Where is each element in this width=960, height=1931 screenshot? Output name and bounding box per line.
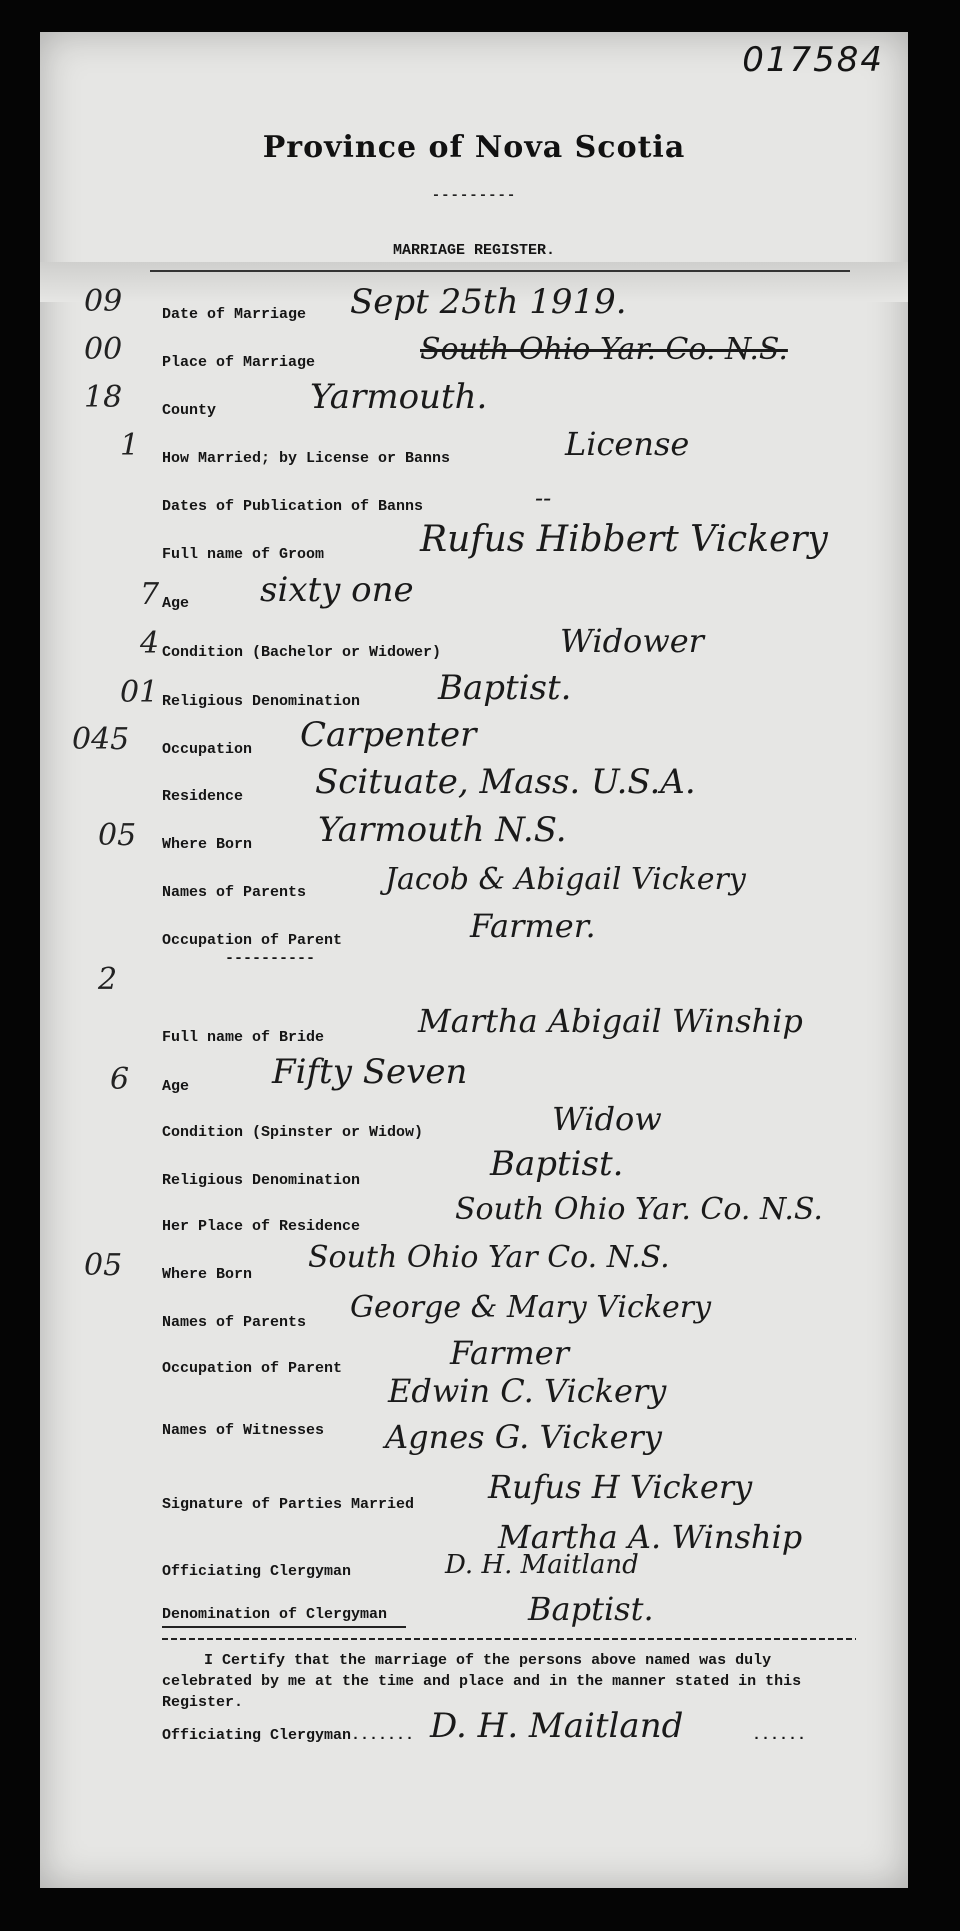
field-value: George & Mary Vickery [350,1290,712,1325]
row-code: 05 [98,818,137,853]
field-value: Yarmouth. [310,377,488,417]
field-value: Carpenter [300,715,477,755]
field-value: Yarmouth N.S. [318,810,567,850]
field-label: Occupation of Parent [162,932,343,949]
field-value: Jacob & Abigail Vickery [385,862,746,897]
field-label: Condition (Bachelor or Widower) [162,644,442,661]
field-label: How Married; by License or Banns [162,450,451,467]
field-value: South Ohio Yar. Co. N.S. [455,1192,823,1227]
field-value: Widow [552,1100,662,1138]
field-value: License [565,425,690,463]
officiating-clergyman-label: Officiating Clergyman [162,1563,352,1580]
province-heading: Province of Nova Scotia [262,130,686,165]
field-label: Occupation [162,741,253,758]
row-code: 1 [120,428,140,463]
row-code: 2 [98,962,118,997]
certification-clergyman-label: Officiating Clergyman....... [162,1727,415,1744]
row-code: 01 [120,675,159,710]
field-label: Her Place of Residence [162,1218,361,1235]
row-code: 7 [140,577,160,612]
groom-signature: Rufus H Vickery [488,1468,753,1506]
clergy-denomination-value: Baptist. [528,1590,654,1628]
row-code: 4 [140,626,160,661]
field-value: South Ohio Yar Co. N.S. [308,1240,670,1275]
field-label: Names of Parents [162,884,307,901]
bride-signature: Martha A. Winship [498,1518,803,1556]
certification-signature: D. H. Maitland [430,1706,684,1746]
signatures-label: Signature of Parties Married [162,1496,415,1513]
field-label: Full name of Groom [162,546,325,563]
field-value: Widower [560,622,704,660]
field-value: -- [535,484,552,512]
field-label: Full name of Bride [162,1029,325,1046]
register-form [40,32,908,1888]
witness-2: Agnes G. Vickery [385,1418,662,1456]
heading-separator: --------- [431,188,517,204]
field-value: Farmer. [470,907,596,945]
field-label: Place of Marriage [162,354,316,371]
row-code: 00 [84,332,123,367]
field-value: Baptist. [438,668,572,708]
document-number: 017584 [742,40,884,80]
field-value: sixty one [260,570,414,610]
field-label: Date of Marriage [162,306,307,323]
field-value: Fifty Seven [272,1052,468,1092]
certification-text: I Certify that the marriage of the persons above named was duly celebrated by me at the time and place and in the manner stated in this Register. [162,1652,802,1711]
field-value: Sept 25th 1919. [350,282,627,322]
field-label: Age [162,595,190,612]
field-label: Residence [162,788,244,805]
field-label: Condition (Spinster or Widow) [162,1124,424,1141]
section-divider [162,1638,856,1640]
field-label: Age [162,1078,190,1095]
register-title: MARRIAGE REGISTER. [392,242,556,259]
field-value: Farmer [450,1334,569,1372]
field-label: County [162,402,217,419]
field-label: Where Born [162,1266,253,1283]
field-label: Occupation of Parent [162,1360,343,1377]
field-label: Where Born [162,836,253,853]
witness-1: Edwin C. Vickery [388,1372,667,1410]
certification-trailing-dots: ...... [752,1727,807,1744]
row-code: 045 [72,722,130,757]
field-value: South Ohio Yar. Co. N.S. [420,332,788,367]
field-value: Martha Abigail Winship [418,1002,803,1040]
row-code: 6 [110,1062,130,1097]
field-label: Religious Denomination [162,1172,361,1189]
row-code: 18 [84,380,123,415]
denomination-underline [162,1626,406,1628]
row-code: 09 [84,284,123,319]
row-code: 05 [84,1248,123,1283]
field-label: Names of Parents [162,1314,307,1331]
field-value: Baptist. [490,1144,624,1184]
field-value: Scituate, Mass. U.S.A. [315,762,696,802]
field-label: Dates of Publication of Banns [162,498,424,515]
field-value: Rufus Hibbert Vickery [420,519,828,560]
field-label: Religious Denomination [162,693,361,710]
officiating-clergyman-value: D. H. Maitland [445,1550,639,1580]
clergy-denomination-label: Denomination of Clergyman [162,1606,388,1623]
title-underline [150,270,850,272]
groom-bride-separator: ---------- [225,950,316,967]
witnesses-label: Names of Witnesses [162,1422,325,1439]
